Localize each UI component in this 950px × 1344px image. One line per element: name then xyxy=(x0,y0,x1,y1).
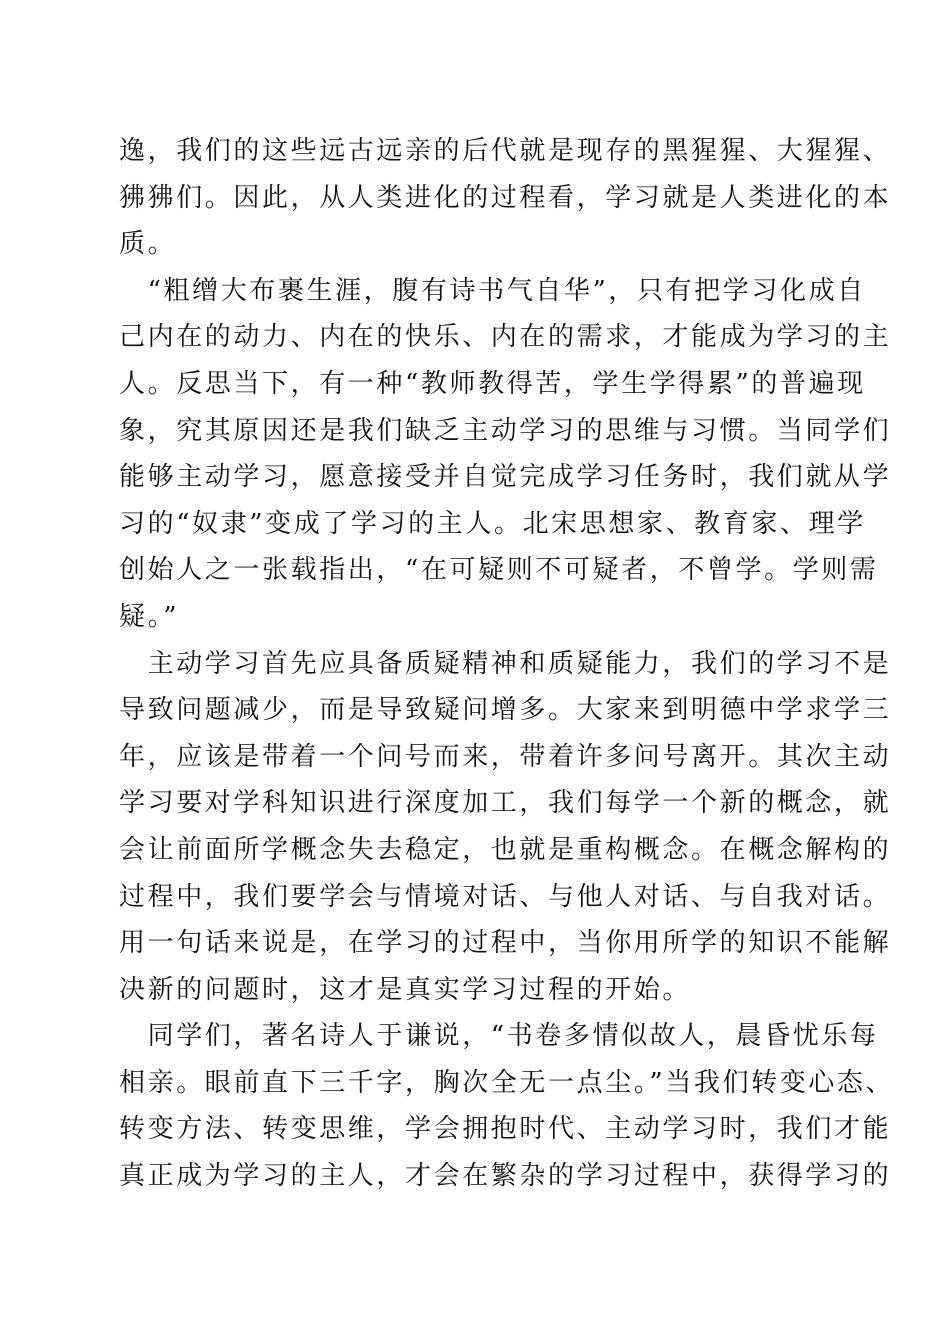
text-line: 转变方法、转变思维，学会拥抱时代、主动学习时，我们才能 xyxy=(119,1114,892,1145)
text-line: 习的“奴隶”变成了学习的主人。北宋思想家、教育家、理学 xyxy=(119,508,866,539)
text-line: 决新的问题时，这才是真实学习过程的开始。 xyxy=(119,974,692,1005)
text-line: 狒狒们。因此，从人类进化的过程看，学习就是人类进化的本 xyxy=(119,182,892,213)
text-line: 年，应该是带着一个问号而来，带着许多问号离开。其次主动 xyxy=(119,741,892,772)
document-text-body xyxy=(119,128,895,1200)
text-line: 用一句话来说是，在学习的过程中，当你用所学的知识不能解 xyxy=(119,928,892,959)
text-line: 学习要对学科知识进行深度加工，我们每学一个新的概念，就 xyxy=(119,788,892,819)
text-line: “粗缯大布裹生涯，腹有诗书气自华”，只有把学习化成自 xyxy=(119,275,866,306)
text-line: 疑。” xyxy=(119,601,180,632)
text-line: 主动学习首先应具备质疑精神和质疑能力，我们的学习不是 xyxy=(119,648,892,679)
text-line: 象，究其原因还是我们缺乏主动学习的思维与习惯。当同学们 xyxy=(119,415,892,446)
text-line: 己内在的动力、内在的快乐、内在的需求，才能成为学习的主 xyxy=(119,322,892,353)
text-line: 会让前面所学概念失去稳定，也就是重构概念。在概念解构的 xyxy=(119,834,892,865)
text-line: 导致问题减少，而是导致疑问增多。大家来到明德中学求学三 xyxy=(119,695,892,726)
text-line: 逸，我们的这些远古远亲的后代就是现存的黑猩猩、大猩猩、 xyxy=(119,136,892,166)
text-line: 能够主动学习，愿意接受并自觉完成学习任务时，我们就从学 xyxy=(119,462,892,493)
text-line: 人。反思当下，有一种“教师教得苦，学生学得累”的普遍现 xyxy=(119,368,866,399)
text-line: 同学们，著名诗人于谦说，“书卷多情似故人，晨昏忧乐每 xyxy=(119,1021,879,1052)
text-line: 相亲。眼前直下三千字，胸次全无一点尘。”当我们转变心态、 xyxy=(119,1067,895,1098)
text-line: 过程中，我们要学会与情境对话、与他人对话、与自我对话。 xyxy=(119,881,892,912)
text-line: 真正成为学习的主人，才会在繁杂的学习过程中，获得学习的 xyxy=(119,1161,892,1192)
text-line: 质。 xyxy=(119,229,177,260)
text-line: 创始人之一张载指出，“在可疑则不可疑者，不曾学。学则需 xyxy=(119,555,879,586)
